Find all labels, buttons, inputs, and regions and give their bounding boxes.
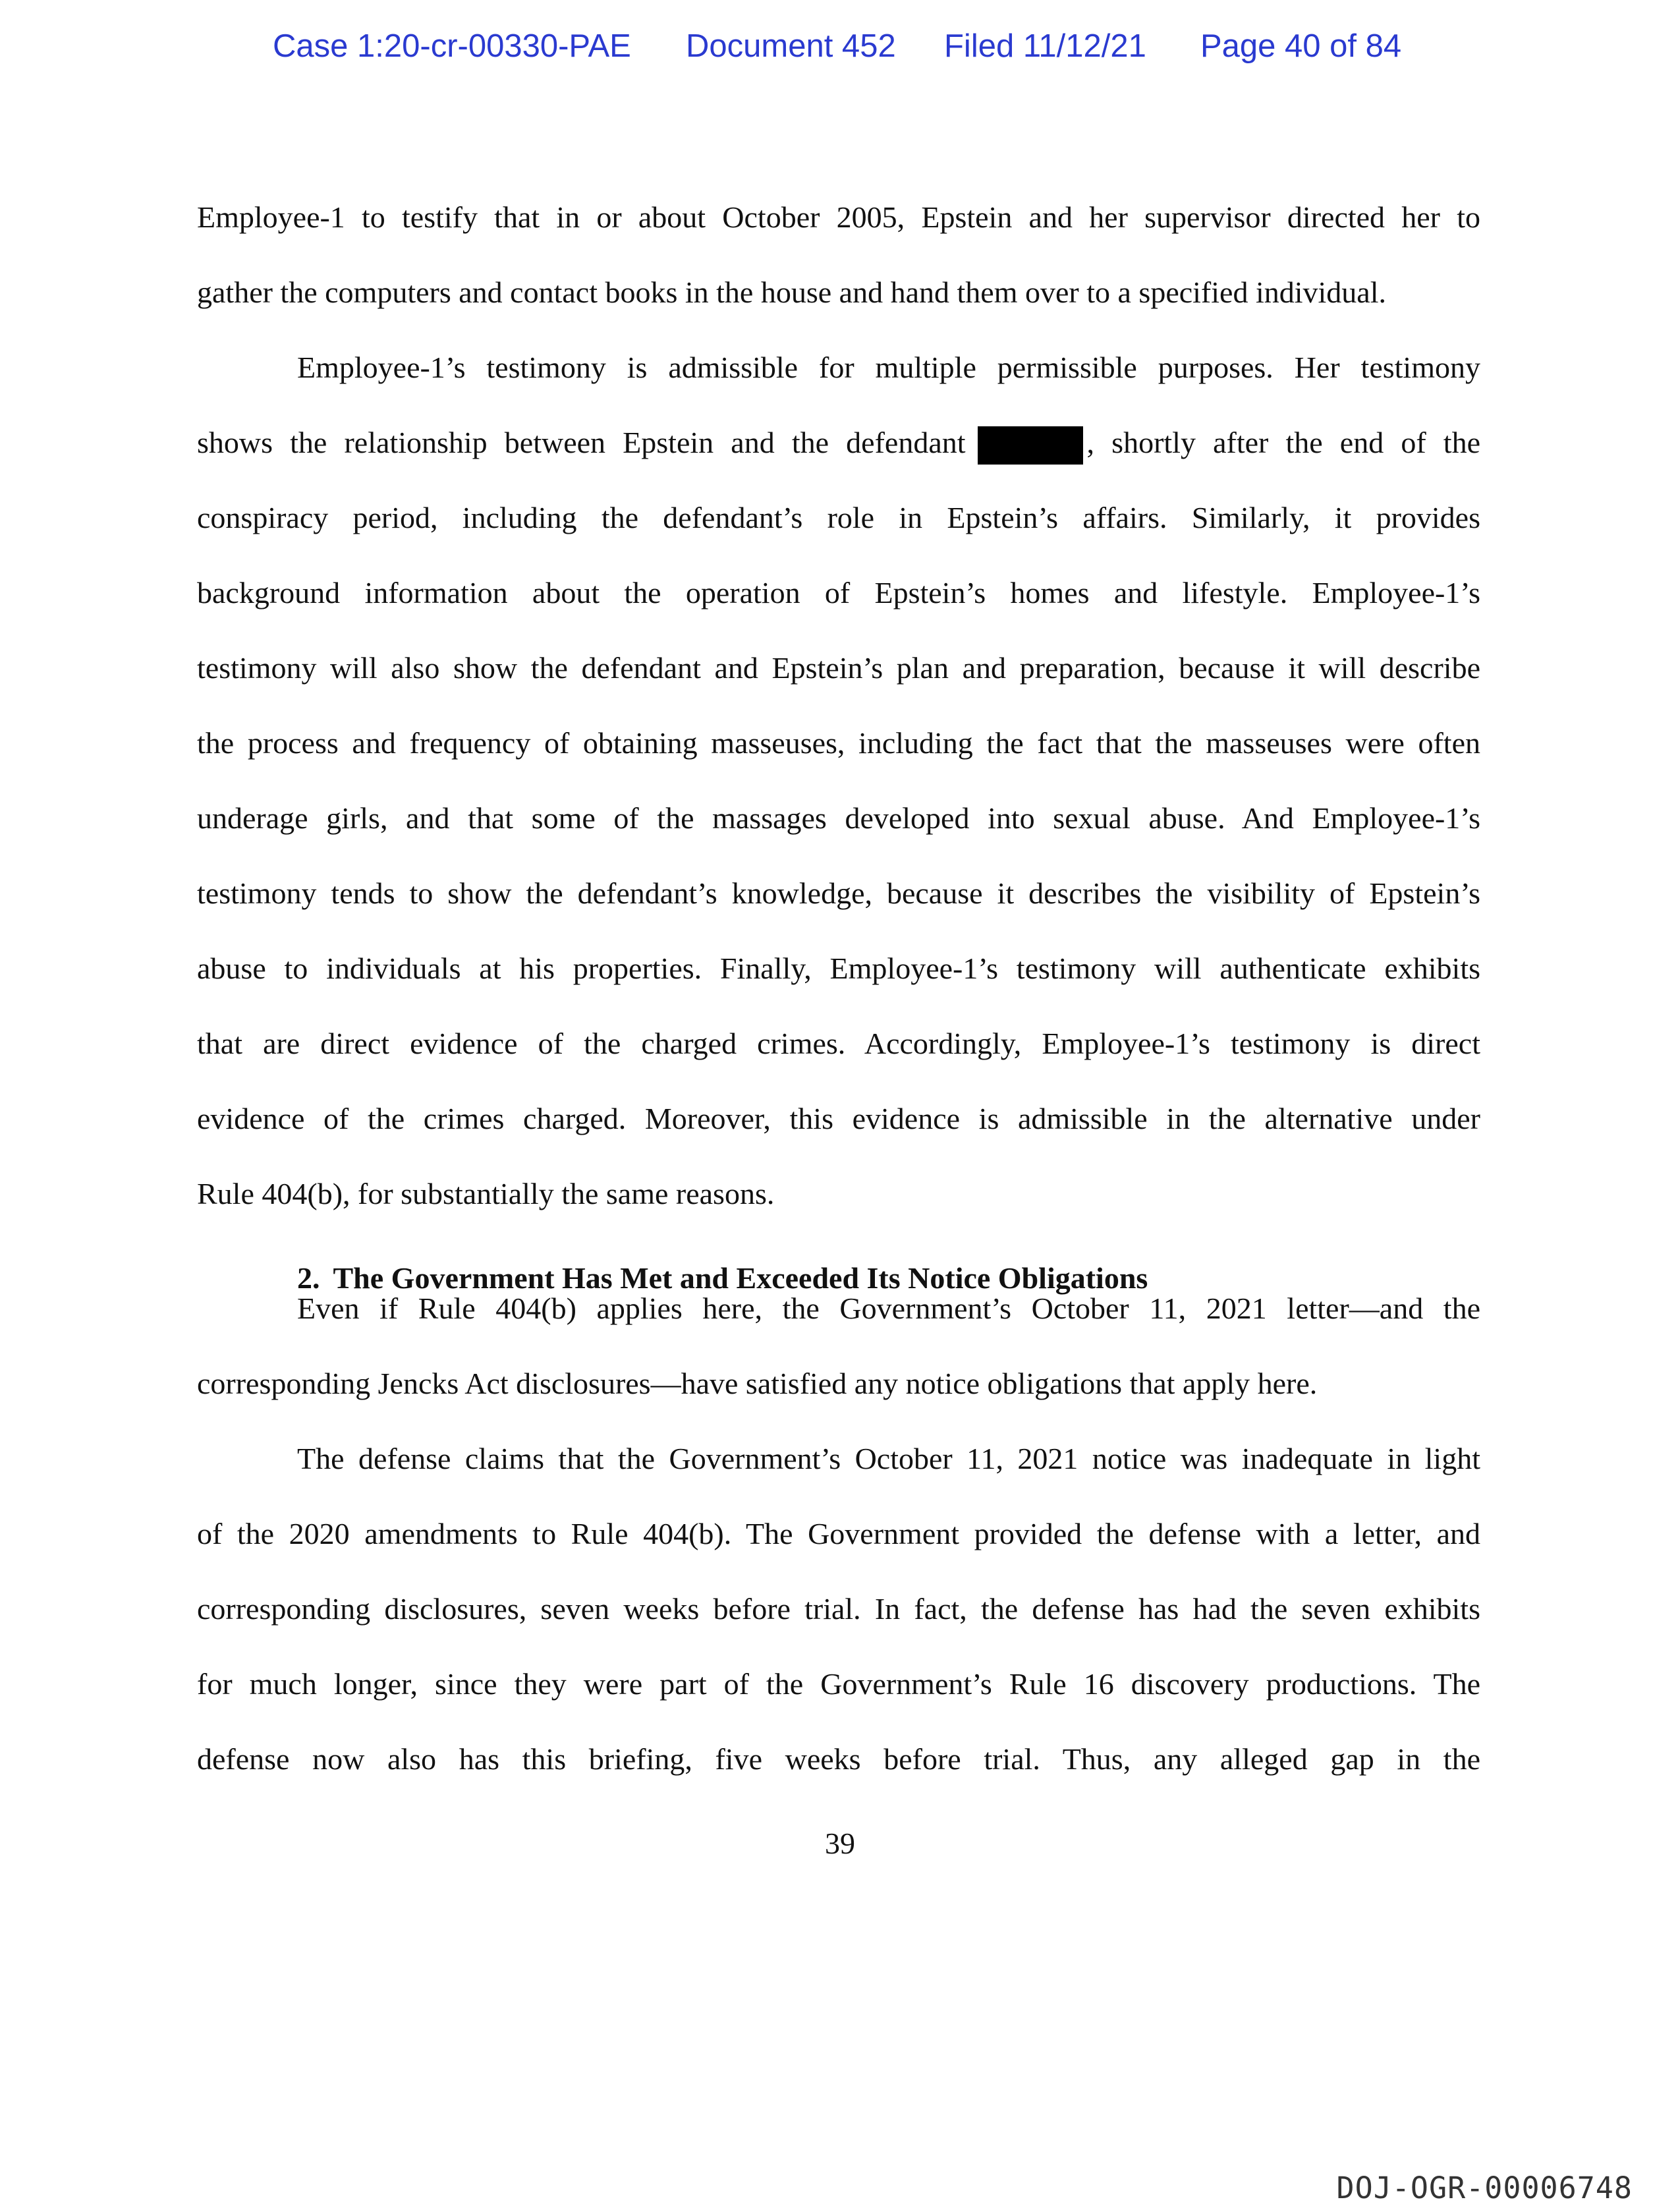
body-line: for much longer, since they were part of the Government’s Rule 16 discovery productions. The <box>197 1667 1480 1701</box>
page-of-total: Page 40 of 84 <box>1200 28 1402 64</box>
body-line: underage girls, and that some of the massages developed into sexual abuse. And Employee-1’s <box>197 801 1480 835</box>
body-line: Rule 404(b), for substantially the same reasons. <box>197 1177 775 1210</box>
case-number: Case 1:20-cr-00330-PAE <box>273 28 631 64</box>
body-line: Employee-1’s testimony is admissible for multiple permissible purposes. Her testimony <box>297 351 1480 384</box>
body-line: Even if Rule 404(b) applies here, the Government’s October 11, 2021 letter—and the <box>297 1291 1480 1325</box>
body-text-segment: , shortly after the end of the <box>1086 426 1480 459</box>
body-line: corresponding disclosures, seven weeks before trial. In fact, the defense has had the seven exhibits <box>197 1592 1480 1626</box>
body-line: testimony will also show the defendant and Epstein’s plan and preparation, because it will describe <box>197 651 1480 685</box>
section-title: The Government Has Met and Exceeded Its Notice Obligations <box>333 1261 1148 1295</box>
body-line: gather the computers and contact books in the house and hand them over to a specified individual. <box>197 275 1386 309</box>
section-number: 2. <box>297 1261 320 1295</box>
document-number: Document 452 <box>686 28 896 64</box>
body-line: defense now also has this briefing, five weeks before trial. Thus, any alleged gap in the <box>197 1742 1480 1776</box>
body-line: of the 2020 amendments to Rule 404(b). The Government provided the defense with a letter, and <box>197 1517 1480 1550</box>
body-line: conspiracy period, including the defendant’s role in Epstein’s affairs. Similarly, it provides <box>197 501 1480 534</box>
body-line: corresponding Jencks Act disclosures—have satisfied any notice obligations that apply here. <box>197 1367 1318 1400</box>
body-line-with-redaction <box>197 423 1480 463</box>
body-line: that are direct evidence of the charged crimes. Accordingly, Employee-1’s testimony is direct <box>197 1027 1480 1060</box>
body-line: Employee-1 to testify that in or about October 2005, Epstein and her supervisor directed her to <box>197 200 1480 234</box>
court-filing-header <box>273 28 1432 74</box>
body-line: the process and frequency of obtaining masseuses, including the fact that the masseuses were often <box>197 726 1480 760</box>
section-heading <box>297 1259 1148 1298</box>
filed-date: Filed 11/12/21 <box>944 28 1146 64</box>
body-text-segment: shows the relationship between Epstein and the defendant <box>197 426 966 459</box>
body-line: evidence of the crimes charged. Moreover, this evidence is admissible in the alternative under <box>197 1102 1480 1135</box>
redaction-box <box>978 426 1083 465</box>
page-number: 39 <box>825 1827 855 1860</box>
body-line: background information about the operation of Epstein’s homes and lifestyle. Employee-1’s <box>197 576 1480 610</box>
body-line: abuse to individuals at his properties. Finally, Employee-1’s testimony will authenticate exhibits <box>197 951 1480 985</box>
body-line: testimony tends to show the defendant’s knowledge, because it describes the visibility of Epstein’s <box>197 876 1480 910</box>
bates-number: DOJ-OGR-00006748 <box>1336 2170 1633 2205</box>
body-line: The defense claims that the Government’s October 11, 2021 notice was inadequate in light <box>297 1442 1480 1475</box>
